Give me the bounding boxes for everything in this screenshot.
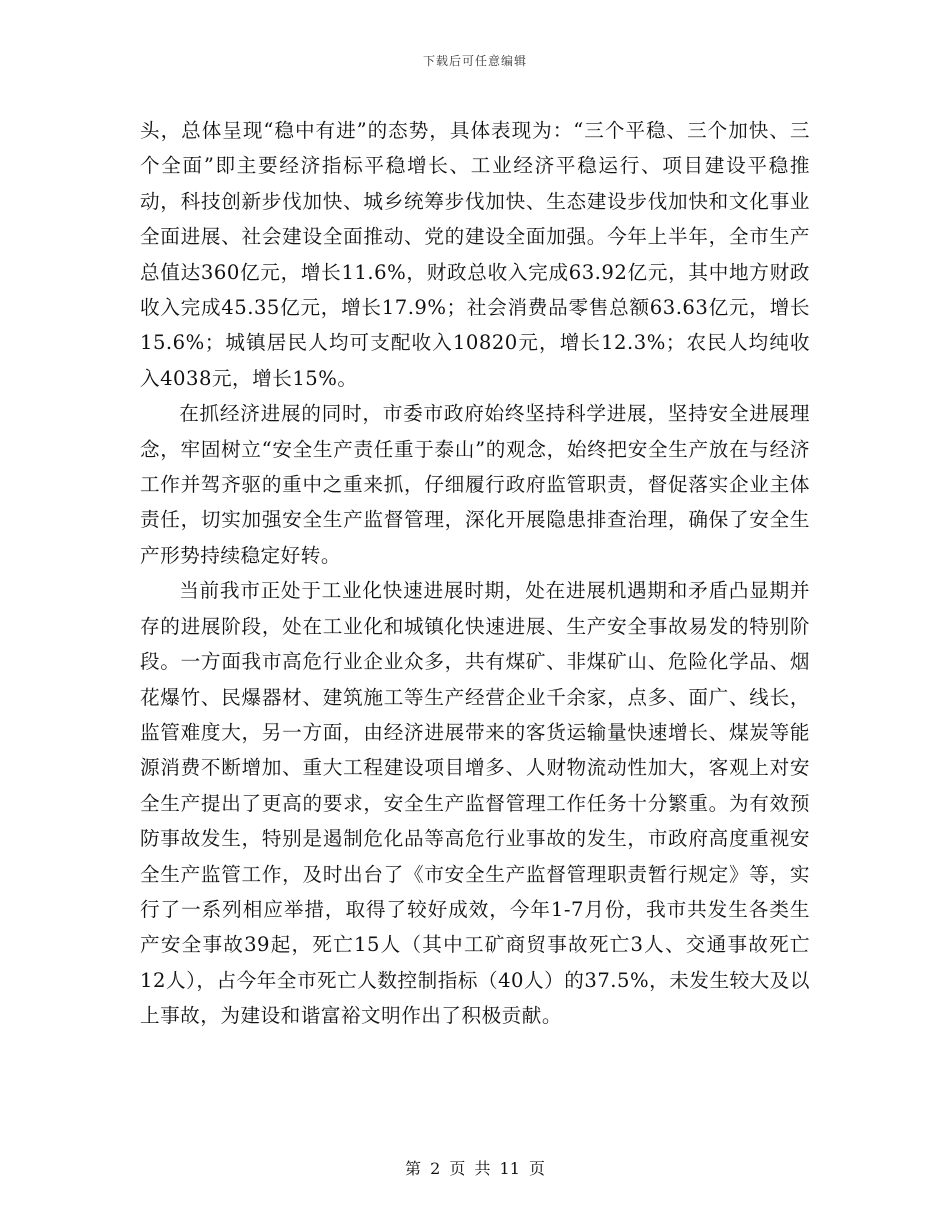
page-number-footer: 第 2 页 共 11 页 — [405, 1159, 545, 1178]
page-header-note: 下载后可任意编辑 — [422, 54, 527, 68]
paragraph-current-situation: 当前我市正处于工业化快速进展时期，处在进展机遇期和矛盾凸显期并存的进展阶段，处在工业化和城镇化快速进展、生产安全事故易发的特别阶段。一方面我市高危行业企业众多，共有煤矿、非煤矿山、危险化学品、烟花爆竹、民爆器材、建筑施工等生产经营企业千余家，点多、面广、线长，监管难度大，另一方面，由经济进展带来的客货运输量快速增长、煤炭等能源消费不断增加、重大工程建设项目增多、人财物流动性加大，客观上对安全生产提出了更高的要求，安全生产监督管理工作任务十分繁重。为有效预防事故发生，特别是遏制危化品等高危行业事故的发生，市政府高度重视安全生产监管工作，及时出台了《市安全生产监督管理职责暂行规定》等，实行了一系列相应举措，取得了较好成效，今年1-7月份，我市共发生各类生产安全事故39起，死亡15人（其中工矿商贸事故死亡3人、交通事故死亡12人），占今年全市死亡人数控制指标（40人）的37.5%，未发生较大及以上事故，为建设和谐富裕文明作出了积极贡献。 — [140, 579, 810, 1028]
paragraph-continued: 头，总体呈现“稳中有进”的态势，具体表现为：“三个平稳、三个加快、三个全面”即主要经济指标平稳增长、工业经济平稳运行、项目建设平稳推动，科技创新步伐加快、城乡统筹步伐加快、生态建设步伐加快和文化事业全面进展、社会建设全面推动、党的建设全面加强。今年上半年，全市生产总值达360亿元，增长11.6%，财政总收入完成63.92亿元，其中地方财政收入完成45.35亿元，增长17.9%；社会消费品零售总额63.63亿元，增长15.6%；城镇居民人均可支配收入10820元，增长12.3%；农民人均纯收入4038元，增长15%。 — [140, 119, 810, 390]
document-body — [140, 113, 810, 1034]
paragraph-safety-philosophy: 在抓经济进展的同时，市委市政府始终坚持科学进展，坚持安全进展理念，牢固树立“安全生产责任重于泰山”的观念，始终把安全生产放在与经济工作并驾齐驱的重中之重来抓，仔细履行政府监管职责，督促落实企业主体责任，切实加强安全生产监督管理，深化开展隐患排查治理，确保了安全生产形势持续稳定好转。 — [140, 402, 810, 567]
